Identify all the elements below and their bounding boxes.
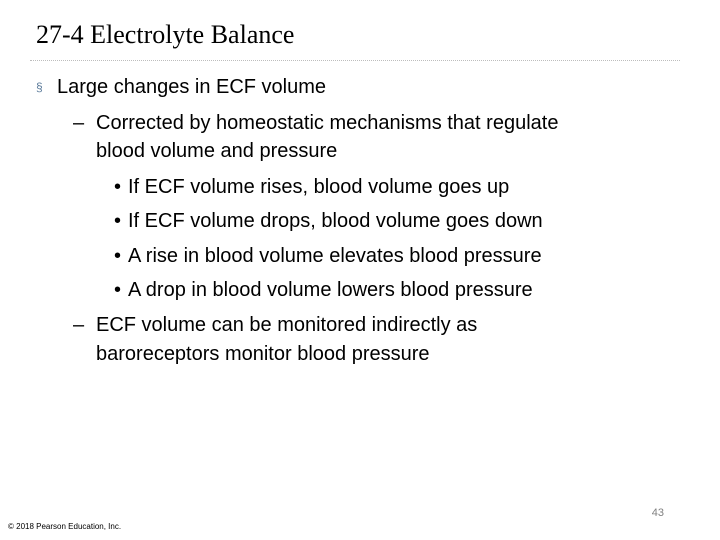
bullet-level3: A drop in blood volume lowers blood pressure: [128, 279, 533, 301]
bullet-level3: A rise in blood volume elevates blood pressure: [128, 245, 542, 267]
level3-dot-marker: •: [114, 245, 122, 267]
bullet-level2-continuation: baroreceptors monitor blood pressure: [96, 343, 430, 365]
bullet-level3: If ECF volume rises, blood volume goes up: [128, 176, 510, 198]
copyright-notice: © 2018 Pearson Education, Inc.: [8, 522, 122, 531]
level3-dot-marker: •: [114, 176, 122, 198]
page-number: 43: [651, 507, 664, 519]
level2-dash-marker: –: [73, 112, 85, 134]
level3-dot-marker: •: [114, 279, 122, 301]
level3-dot-marker: •: [114, 210, 122, 232]
level2-dash-marker: –: [73, 314, 85, 336]
bullet-level3: If ECF volume drops, blood volume goes down: [128, 210, 543, 232]
slide-title: 27-4 Electrolyte Balance: [36, 20, 295, 49]
bullet-level1: Large changes in ECF volume: [57, 76, 327, 98]
bullet-level2: ECF volume can be monitored indirectly as: [96, 314, 478, 336]
bullet-level2-continuation: blood volume and pressure: [96, 140, 338, 162]
title-divider: [30, 60, 680, 61]
level1-bullet-marker: §: [36, 80, 43, 94]
bullet-level2: Corrected by homeostatic mechanisms that regulate: [96, 112, 559, 134]
